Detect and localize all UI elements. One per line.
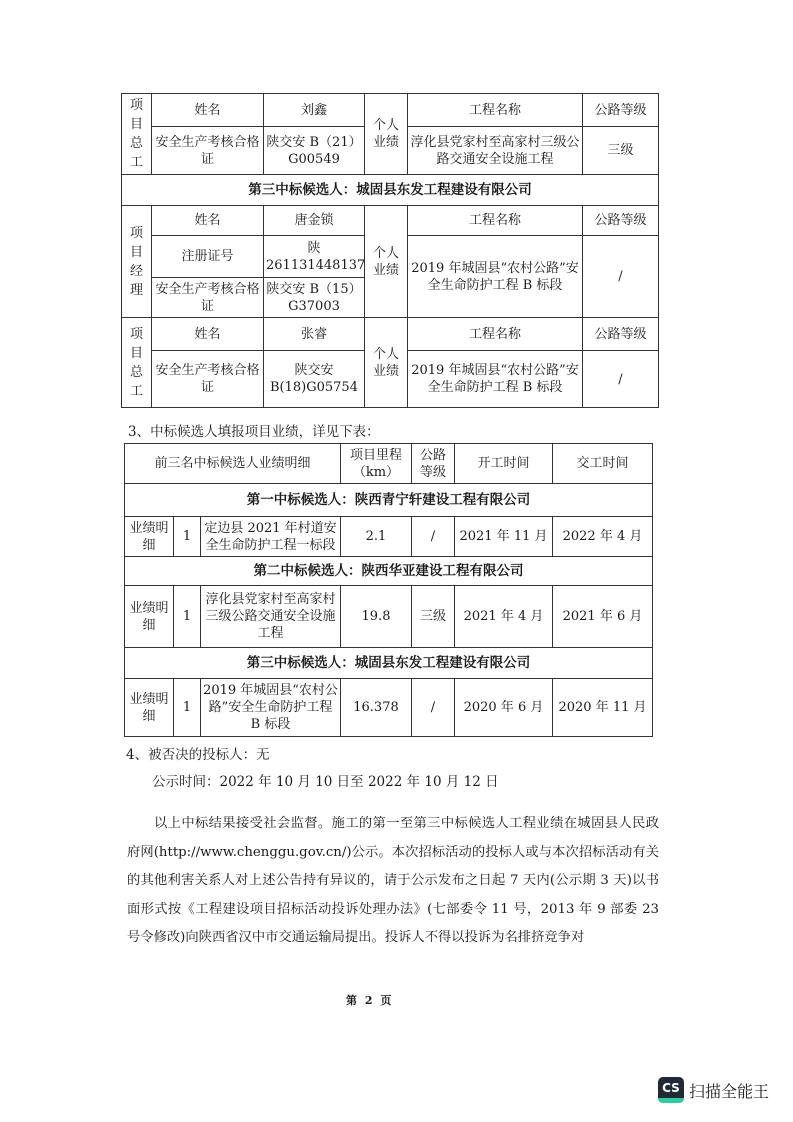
performance-label: 个人业绩 bbox=[365, 206, 408, 318]
start-date: 2021 年 11 月 bbox=[455, 517, 553, 557]
project-name: 2019 年城固县“农村公路”安全生命防护工程 B 标段 bbox=[408, 236, 583, 318]
page-number: 第 2 页 bbox=[346, 994, 394, 1007]
watermark-text: 扫描全能王 bbox=[689, 1081, 770, 1101]
performance-label: 个人业绩 bbox=[365, 94, 408, 175]
section-3-heading: 3、中标候选人填报项目业绩，详见下表： bbox=[128, 424, 380, 440]
header-grade: 公路等级 bbox=[412, 444, 455, 484]
road-grade: / bbox=[583, 236, 659, 318]
role-cell: 项目总工 bbox=[122, 94, 152, 175]
road-grade: / bbox=[412, 517, 455, 557]
project-name-label: 工程名称 bbox=[408, 206, 583, 236]
road-grade: / bbox=[583, 351, 659, 408]
body-paragraph: 以上中标结果接受社会监督。施工的第一至第三中标候选人工程业绩在城固县人民政府网(http://www.chenggu.gov.cn/)公示。本次招标活动的投标人或与本次招标活动有关的其他利害关系人对上述公告持有异议的，请于公示发布之日起 7 天内(公示期 3 天)以书面形式按《工程建设项目招标活动投诉处理办法》(七部委令 11 号，2013 年 9 部委 23 号令修改)向陕西省汉中市交通运输局提出。投诉人不得以投诉为名排挤竞争对 bbox=[127, 816, 659, 945]
table-row bbox=[125, 586, 653, 648]
person-name: 刘鑫 bbox=[264, 94, 365, 127]
name-label: 姓名 bbox=[152, 318, 264, 351]
header-mileage: 项目里程（km） bbox=[341, 444, 412, 484]
section-4-heading: 4、被否决的投标人：无 bbox=[126, 747, 270, 763]
mileage: 2.1 bbox=[341, 517, 412, 557]
road-grade-label: 公路等级 bbox=[583, 94, 659, 127]
table-row bbox=[125, 679, 653, 737]
header-start: 开工时间 bbox=[455, 444, 553, 484]
cert-label: 安全生产考核合格证 bbox=[152, 278, 264, 318]
start-date: 2020 年 6 月 bbox=[455, 679, 553, 737]
notice-period: 公示时间：2022 年 10 月 10 日至 2022 年 10 月 12 日 bbox=[152, 774, 499, 790]
project-name: 2019 年城固县“农村公路”安全生命防护工程 B 标段 bbox=[408, 351, 583, 408]
role-cell: 项目经理 bbox=[122, 206, 152, 318]
cert-label: 安全生产考核合格证 bbox=[152, 351, 264, 408]
registration-number: 陕 261131448137 bbox=[264, 236, 365, 278]
candidate-header: 第三中标候选人：城固县东发工程建设有限公司 bbox=[122, 175, 659, 206]
row-label: 业绩明细 bbox=[125, 517, 174, 557]
row-index: 1 bbox=[174, 679, 201, 737]
person-name: 张睿 bbox=[264, 318, 365, 351]
cert-label: 安全生产考核合格证 bbox=[152, 127, 264, 175]
personnel-table bbox=[121, 93, 659, 408]
road-grade: 三级 bbox=[583, 127, 659, 175]
cert-number: 陕交安 B（15）G37003 bbox=[264, 278, 365, 318]
end-date: 2020 年 11 月 bbox=[553, 679, 653, 737]
start-date: 2021 年 4 月 bbox=[455, 586, 553, 648]
mileage: 19.8 bbox=[341, 586, 412, 648]
person-name: 唐金锁 bbox=[264, 206, 365, 236]
project-name-label: 工程名称 bbox=[408, 318, 583, 351]
camscanner-logo-icon: CS bbox=[658, 1077, 684, 1103]
candidate-header: 第三中标候选人：城固县东发工程建设有限公司 bbox=[125, 648, 653, 679]
scanner-watermark bbox=[658, 1077, 769, 1103]
registration-label: 注册证号 bbox=[152, 236, 264, 278]
row-label: 业绩明细 bbox=[125, 586, 174, 648]
road-grade-label: 公路等级 bbox=[583, 318, 659, 351]
header-detail: 前三名中标候选人业绩明细 bbox=[125, 444, 341, 484]
project-name: 定边县 2021 年村道安全生命防护工程一标段 bbox=[201, 517, 341, 557]
cert-number: 陕交安 B（21）G00549 bbox=[264, 127, 365, 175]
name-label: 姓名 bbox=[152, 206, 264, 236]
header-end: 交工时间 bbox=[553, 444, 653, 484]
end-date: 2022 年 4 月 bbox=[553, 517, 653, 557]
row-index: 1 bbox=[174, 586, 201, 648]
project-name-label: 工程名称 bbox=[408, 94, 583, 127]
candidate-header: 第一中标候选人：陕西青宁轩建设工程有限公司 bbox=[125, 484, 653, 517]
cert-number: 陕交安 B(18)G05754 bbox=[264, 351, 365, 408]
row-label: 业绩明细 bbox=[125, 679, 174, 737]
performance-table bbox=[124, 443, 653, 737]
road-grade-label: 公路等级 bbox=[583, 206, 659, 236]
project-name: 2019 年城固县“农村公路”安全生命防护工程 B 标段 bbox=[201, 679, 341, 737]
end-date: 2021 年 6 月 bbox=[553, 586, 653, 648]
table-row bbox=[125, 517, 653, 557]
road-grade: / bbox=[412, 679, 455, 737]
role-cell: 项目总工 bbox=[122, 318, 152, 408]
project-name: 淳化县党家村至高家村三级公路交通安全设施工程 bbox=[201, 586, 341, 648]
performance-label: 个人业绩 bbox=[365, 318, 408, 408]
project-name: 淳化县党家村至高家村三级公路交通安全设施工程 bbox=[408, 127, 583, 175]
road-grade: 三级 bbox=[412, 586, 455, 648]
candidate-header: 第二中标候选人：陕西华亚建设工程有限公司 bbox=[125, 557, 653, 586]
name-label: 姓名 bbox=[152, 94, 264, 127]
mileage: 16.378 bbox=[341, 679, 412, 737]
row-index: 1 bbox=[174, 517, 201, 557]
